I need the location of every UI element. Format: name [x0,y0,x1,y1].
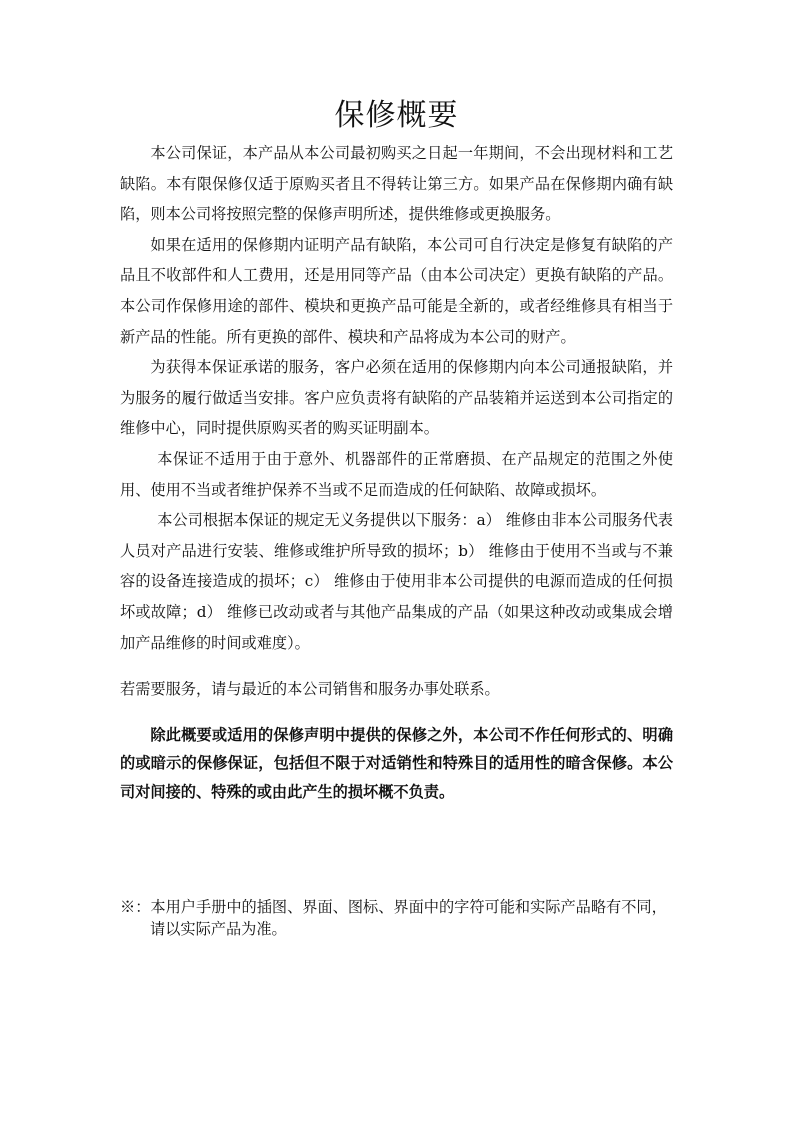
footnote-line-2: 请以实际产品为准。 [150,920,287,938]
page-title: 保修概要 [334,98,459,133]
footnote-mark: ※： [120,898,151,916]
warranty-paragraph-2: 如果在适用的保修期内证明产品有缺陷，本公司可自行决定是修复有缺陷的产品且不收部件和人工费用，还是用同等产品（由本公司决定）更换有缺陷的产品。本公司作保修用途的部件、模块和更换产品可能是全新的，或者经维修具有相当于新产品的性能。所有更换的部件、模块和产品将成为本公司的财产。 [120,235,673,346]
spacer [120,705,673,721]
warranty-paragraph-3: 为获得本保证承诺的服务，客户必须在适用的保修期内向本公司通报缺陷，并为服务的履行做适当安排。客户应负责将有缺陷的产品装箱并运送到本公司指定的维修中心，同时提供原购买者的购买证明副本。 [120,358,673,438]
disclaimer-paragraph: 除此概要或适用的保修声明中提供的保修之外，本公司不作任何形式的、明确的或暗示的保修保证，包括但不限于对适销性和特殊目的适用性的暗含保修。本公司对间接的、特殊的或由此产生的损坏概不负责。 [120,725,673,801]
warranty-paragraph-1: 本公司保证，本产品从本公司最初购买之日起一年期间，不会出现材料和工艺缺陷。本有限保修仅适于原购买者且不得转让第三方。如果产品在保修期内确有缺陷，则本公司将按照完整的保修声明所述，提供维修或更换服务。 [120,144,673,224]
footnote-text-1: 本用户手册中的插图、界面、图标、界面中的字符可能和实际产品略有不同， [150,898,667,916]
spacer [120,658,673,674]
warranty-paragraph-4: 本保证不适用于由于意外、机器部件的正常磨损、在产品规定的范围之外使用、使用不当或者维护保养不当或不足而造成的任何缺陷、故障或损坏。 [120,449,673,499]
footnote-line-1 [120,896,675,918]
contact-line: 若需要服务，请与最近的本公司销售和服务办事处联系。 [120,680,500,699]
footnote [120,896,675,940]
warranty-paragraph-5: 本公司根据本保证的规定无义务提供以下服务：a） 维修由非本公司服务代表人员对产品进行安装、维修或维护所导致的损坏；b） 维修由于使用不当或与不兼容的设备连接造成的损坏；c） 维修由于使用非本公司提供的电源而造成的任何损坏或故障；d） 维修已改动或者与其他产品集成的产品（如果这种改动或集成会增加产品维修的时间或难度）。 [120,511,673,652]
